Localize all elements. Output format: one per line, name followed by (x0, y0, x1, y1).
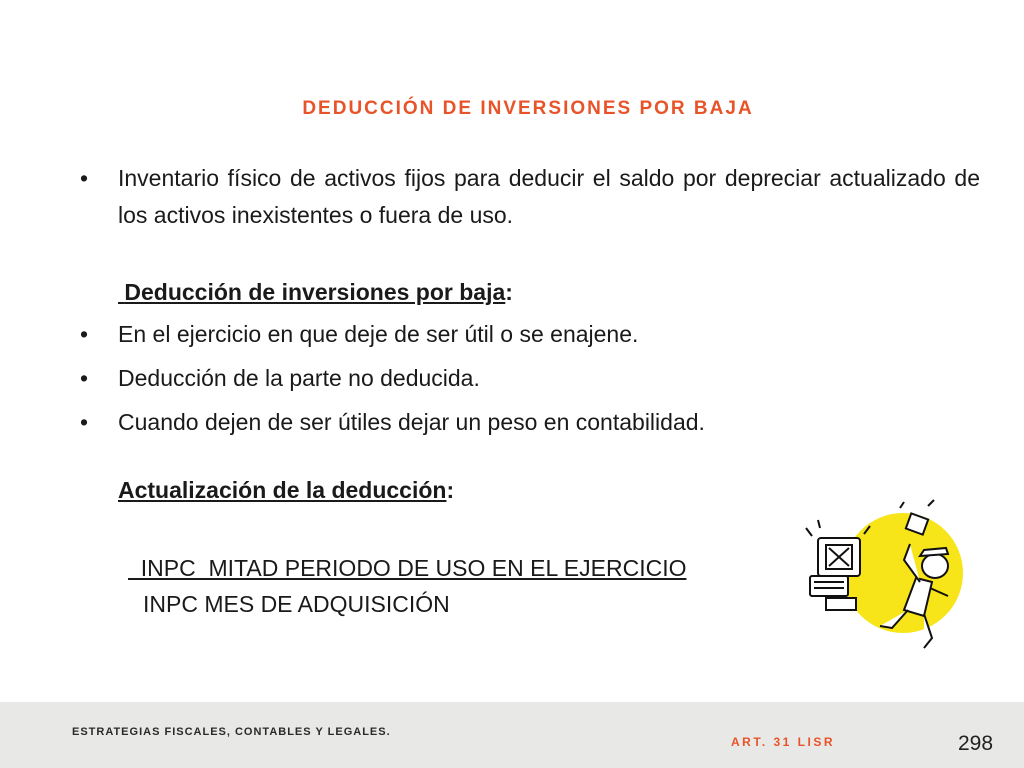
list-item (80, 316, 980, 353)
list-item (80, 404, 980, 441)
bullet-icon: • (80, 365, 89, 391)
page-number: 298 (958, 732, 994, 755)
footer-bar (0, 702, 1024, 768)
list-item-text: Cuando dejen de ser útiles dejar un peso en contabilidad. (118, 409, 705, 435)
bullet-icon: • (80, 409, 89, 435)
bullet-icon: • (80, 165, 89, 191)
subheading-actualizacion-suffix: : (446, 477, 455, 503)
list-item (80, 360, 980, 397)
subheading-deduccion (80, 274, 980, 311)
footer-firm-name: ESTRATEGIAS FISCALES, CONTABLES Y LEGALES. (72, 726, 391, 738)
list-item-text: Deducción de la parte no deducida. (118, 365, 480, 391)
intro-bullet (80, 160, 980, 234)
subheading-actualizacion-text: Actualización de la deducción (118, 477, 447, 503)
slide-body (80, 160, 980, 509)
slide-title: DEDUCCIÓN DE INVERSIONES POR BAJA (302, 98, 754, 119)
bullet-icon: • (80, 321, 89, 347)
frustrated-man-computer-clipart (800, 498, 970, 658)
formula-numerator: INPC MITAD PERIODO DE USO EN EL EJERCICIO (128, 555, 687, 581)
subheading-deduccion-text: Deducción de inversiones por baja (124, 279, 506, 305)
footer-article-ref: ART. 31 LISR (731, 735, 836, 749)
subheading-deduccion-suffix: : (505, 279, 513, 305)
intro-bullet-text: Inventario físico de activos fijos para deducir el saldo por depreciar actualizado de los activos inexistentes o fuera de uso. (118, 165, 980, 228)
list-item-text: En el ejercicio en que deje de ser útil o se enajene. (118, 321, 639, 347)
formula-denominator: INPC MES DE ADQUISICIÓN (143, 591, 450, 617)
